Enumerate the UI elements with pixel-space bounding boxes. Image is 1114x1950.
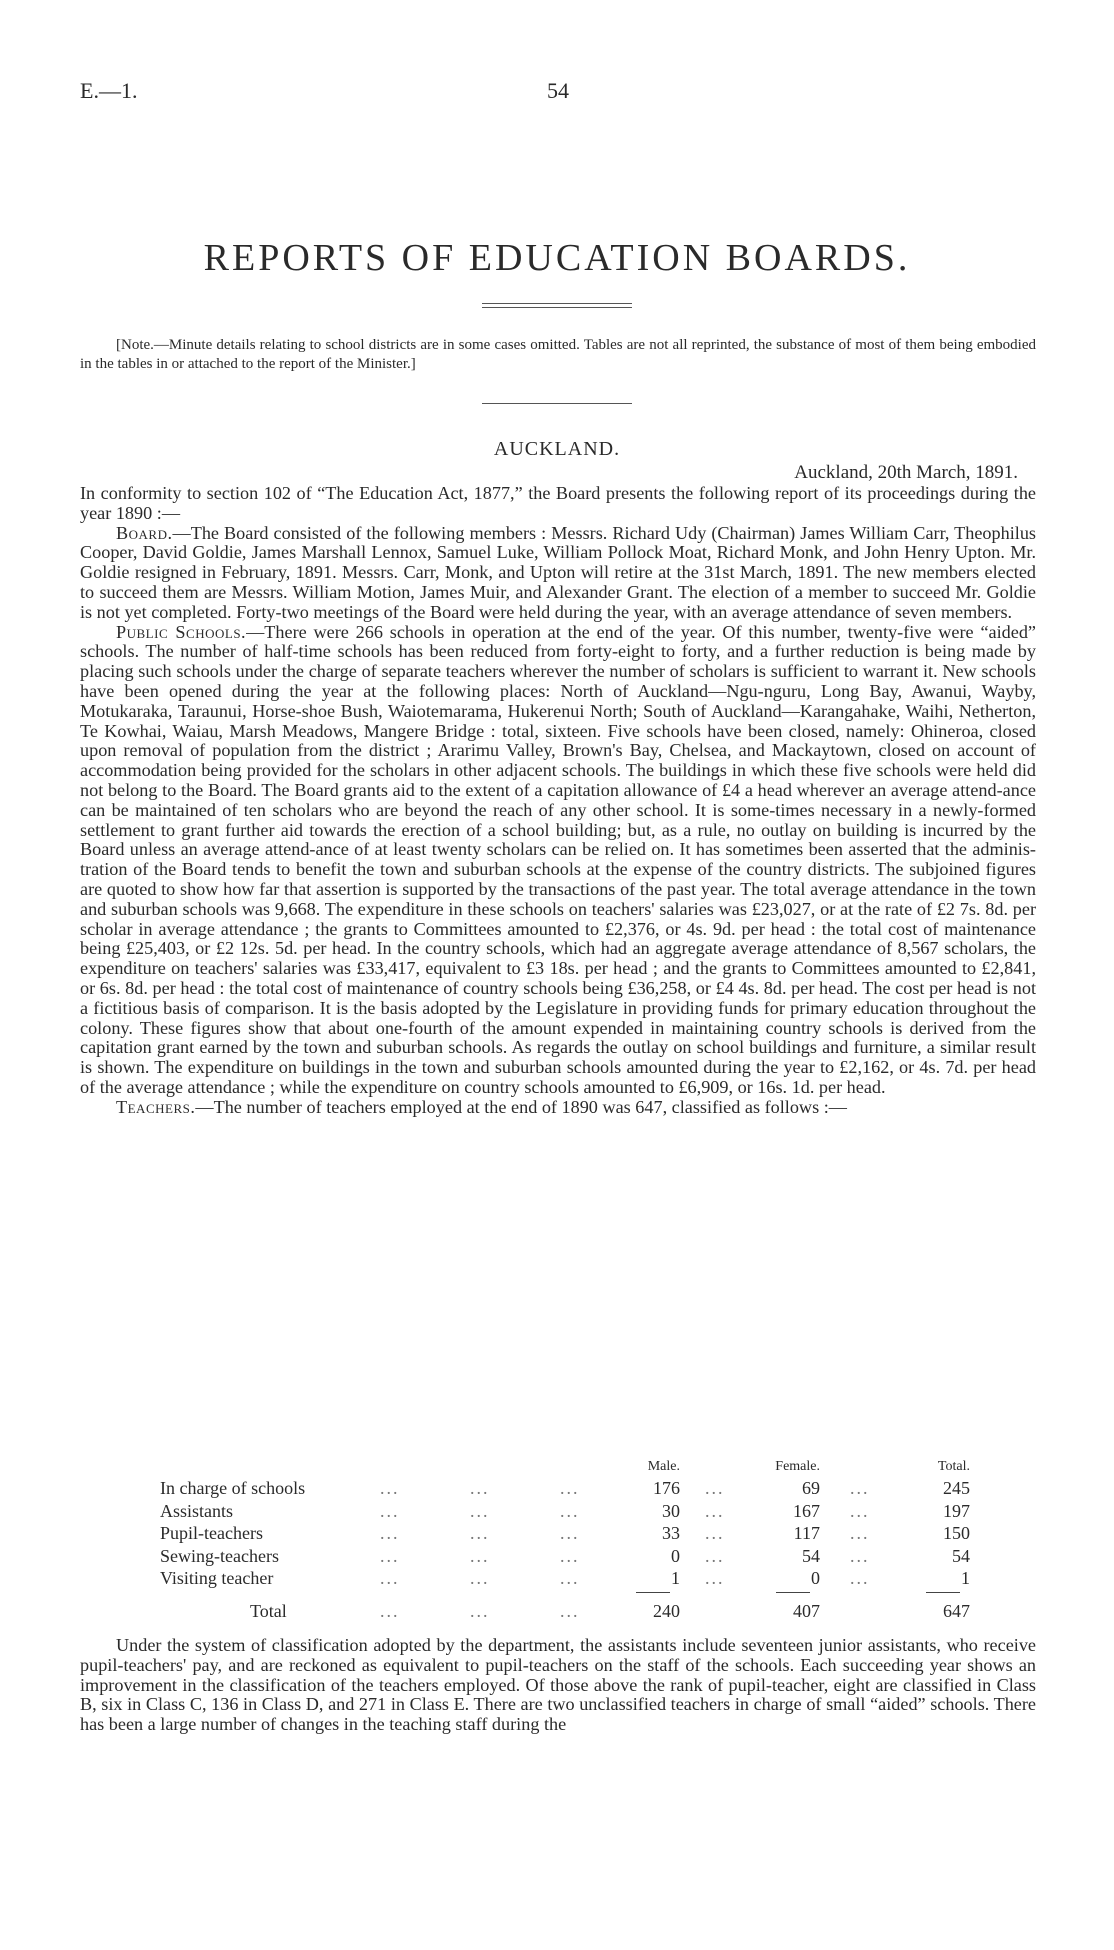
male-cell: 0: [671, 1545, 680, 1566]
total-cell: 245: [943, 1478, 970, 1498]
page-number: 54: [547, 78, 569, 103]
page-title: REPORTS OF EDUCATION BOARDS.: [203, 237, 911, 279]
dot-leader: ...: [470, 1545, 490, 1566]
female-sum-rule: [776, 1592, 810, 1593]
dot-leader: ...: [850, 1568, 870, 1588]
row-label: Assistants: [160, 1500, 234, 1521]
table-total-row: [80, 1600, 1036, 1623]
running-header: [80, 78, 1036, 108]
row-label: In charge of schools: [160, 1478, 306, 1498]
dot-leader: ...: [705, 1478, 725, 1498]
table-row: [80, 1567, 1036, 1590]
row-label: Pupil-teachers: [160, 1523, 263, 1543]
title-divider: [482, 303, 632, 308]
dot-leader: ...: [705, 1545, 725, 1566]
dot-leader: ...: [380, 1545, 400, 1566]
female-column-header: Female.: [775, 1459, 820, 1474]
row-label: Visiting teacher: [160, 1568, 274, 1588]
dot-leader: ...: [470, 1500, 490, 1521]
dot-leader: ...: [705, 1568, 725, 1588]
dot-leader: ...: [560, 1478, 580, 1498]
dot-leader: ...: [380, 1600, 400, 1621]
sum-rules: [80, 1590, 1036, 1600]
female-cell: 117: [793, 1523, 820, 1543]
dot-leader: ...: [380, 1500, 400, 1521]
note-divider: [482, 403, 632, 404]
table-row: [80, 1477, 1036, 1500]
male-cell: 33: [662, 1523, 680, 1543]
total-column-header: Total.: [937, 1459, 970, 1474]
dateline: Auckland, 20th March, 1891.: [794, 462, 1018, 483]
dot-leader: ...: [560, 1545, 580, 1566]
dot-leader: ...: [560, 1600, 580, 1621]
dot-leader: ...: [470, 1478, 490, 1498]
section-heading: AUCKLAND.: [493, 438, 621, 460]
male-cell: 176: [653, 1478, 680, 1498]
dot-leader: ...: [560, 1523, 580, 1543]
dot-leader: ...: [380, 1478, 400, 1498]
report-body: [80, 484, 1036, 1118]
document-reference: E.—1.: [80, 78, 138, 103]
dot-leader: ...: [705, 1500, 725, 1521]
board-heading: Board.: [116, 522, 173, 543]
intro-paragraph: In conformity to section 102 of “The Education Act, 1877,” the Board presents the following report of its proceedings during the year 1890 :—: [80, 483, 1036, 523]
dot-leader: ...: [560, 1568, 580, 1588]
total-sum-rule: [926, 1592, 960, 1593]
board-text: —The Board consisted of the following members : Messrs. Richard Udy (Chairman) James William Carr, Theophilus Cooper, David Goldie, James Marshall Lennox, Samuel Luke, William Pollock Moat, Richard Monk, and John Henry Upton. Mr. Goldie resigned in February, 1891. Messrs. Carr, Monk, and Upton will retire at the 31st March, 1891. The new members elected to succeed them are Messrs. William Motion, James Muir, and Alexander Grant. The election of a member to succeed Mr. Goldie is not yet completed. Forty-two meetings of the Board were held during the year, with an average attendance of seven members.: [80, 522, 1036, 622]
dot-leader: ...: [560, 1500, 580, 1521]
classification-paragraph: Under the system of classification adopted by the department, the assistants include seventeen junior assistants, who receive pupil-teachers' pay, and are reckoned as equivalent to pupil-teachers on the staff of the schools. Each succeeding year shows an improvement in the classification of the teachers employed. Of those above the rank of pupil-teacher, eight are classified in Class B, six in Class C, 136 in Class D, and 271 in Class E. There are two unclassified teachers in charge of small “aided” schools. There has been a large number of changes in the teaching staff during the: [80, 1635, 1036, 1735]
dot-leader: ...: [850, 1545, 870, 1566]
grand-total-cell: 647: [943, 1600, 970, 1621]
dot-leader: ...: [850, 1500, 870, 1521]
teachers-text: —The number of teachers employed at the end of 1890 was 647, classified as follows :—: [195, 1096, 847, 1117]
public-schools-heading: Public Schools.: [116, 621, 247, 642]
teachers-table: [80, 1457, 1036, 1622]
male-total-cell: 240: [653, 1600, 680, 1621]
female-cell: 167: [793, 1500, 820, 1521]
total-cell: 197: [943, 1500, 970, 1521]
public-schools-paragraph: [80, 623, 1036, 1098]
dot-leader: ...: [380, 1523, 400, 1543]
total-cell: 54: [952, 1545, 970, 1566]
dot-leader: ...: [470, 1568, 490, 1588]
total-cell: 1: [961, 1568, 970, 1588]
total-cell: 150: [943, 1523, 970, 1543]
table-row: [80, 1545, 1036, 1568]
dot-leader: ...: [470, 1600, 490, 1621]
teachers-paragraph: [80, 1098, 1036, 1118]
dot-leader: ...: [705, 1523, 725, 1543]
dot-leader: ...: [850, 1523, 870, 1543]
female-cell: 54: [802, 1545, 820, 1566]
dot-leader: ...: [380, 1568, 400, 1588]
male-sum-rule: [636, 1592, 670, 1593]
public-schools-text: —There were 266 schools in operation at the end of the year. Of this number, twenty-five were “aided” schools. The number of half-time schools has been reduced from forty-eight to forty, and a further reduction is being made by placing such schools under the charge of separate teachers wherever the number of scholars is sufficient to warrant it. New schools have been opened during the year at the following places: North of Auckland—Ngu-nguru, Long Bay, Awanui, Wayby, Motukaraka, Taraunui, Horse-shoe Bush, Waiotemarama, Hukerenui North; South of Auckland—Karangahake, Waihi, Netherton, Te Kowhai, Waiau, Marsh Meadows, Mangere Bridge : total, sixteen. Five schools have been closed, namely: Ohineroa, closed upon removal of population from the district ; Ararimu Valley, Brown's Bay, Chelsea, and Mackaytown, closed on account of accommodation being provided for the scholars in other adjacent schools. The buildings in which these five schools were held did not belong to the Board. The Board grants aid to the extent of a capitation allowance of £4 a head wherever an average attend-ance can be maintained of ten scholars who are beyond the reach of any other school. It is some-times necessary in a newly-formed settlement to grant further aid towards the erection of a school building; but, as a rule, no outlay on building is incurred by the Board unless an average attend-ance of at least twenty scholars can be relied on. It has sometimes been asserted that the adminis-tration of the Board tends to benefit the town and suburban schools at the expense of the country districts. The subjoined figures are quoted to show how far that assertion is supported by the transactions of the past year. The total average attendance in the town and suburban schools was 9,668. The expenditure in these schools on teachers' salaries was £23,027, or at the rate of £2 7s. 8d. per scholar in average attendance ; the grants to Committees amounted to £2,376, or 4s. 9d. per head : the total cost of maintenance being £25,403, or £2 12s. 5d. per head. In the country schools, which had an aggregate average attendance of 8,567 scholars, the expenditure on teachers' salaries was £33,417, equivalent to £3 18s. per head ; and the grants to Committees amounted to £2,841, or 6s. 8d. per head : the total cost of maintenance of country schools being £36,258, or £4 4s. 8d. per head. The cost per head is not a fictitious basis of comparison. It is the basis adopted by the Legislature in providing funds for primary education throughout the colony. These figures show that about one-fourth of the amount expended in maintaining country schools is derived from the capitation grant earned by the town and suburban schools. As regards the outlay on school buildings and furniture, a similar result is shown. The expenditure on buildings in the town and suburban schools amounted during the year to £2,162, or 4s. 7d. per head of the average attendance ; while the expenditure on country schools amounted to £6,909, or 16s. 1d. per head.: [80, 621, 1036, 1097]
male-cell: 30: [662, 1500, 680, 1521]
table-header-row: [80, 1457, 1036, 1477]
report-body-continued: [80, 1636, 1036, 1735]
teachers-heading: Teachers.: [116, 1096, 196, 1117]
male-column-header: Male.: [647, 1459, 680, 1474]
table-row: [80, 1500, 1036, 1523]
board-paragraph: [80, 524, 1036, 623]
editorial-note: [Note.—Minute details relating to school districts are in some cases omitted. Tables are not all reprinted, the substance of most of them being embodied in the tables in or attached to the report of the Minister.]: [80, 337, 1036, 372]
male-cell: 1: [671, 1568, 680, 1588]
table-row: [80, 1522, 1036, 1545]
row-label: Sewing-teachers: [160, 1545, 279, 1566]
female-cell: 69: [802, 1478, 820, 1498]
dot-leader: ...: [850, 1478, 870, 1498]
total-label: Total: [250, 1600, 287, 1621]
female-cell: 0: [811, 1568, 820, 1588]
dot-leader: ...: [470, 1523, 490, 1543]
female-total-cell: 407: [793, 1600, 820, 1621]
